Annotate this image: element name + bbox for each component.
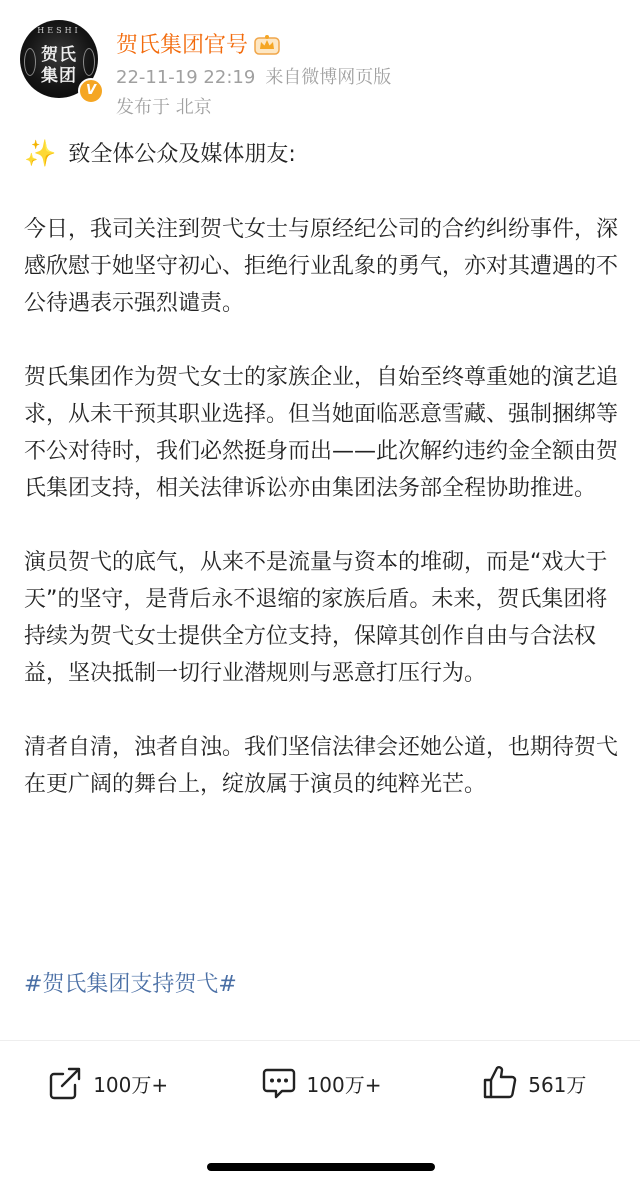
- verified-badge-icon: V: [78, 78, 104, 104]
- greeting-text: 致全体公众及媒体朋友:: [68, 141, 296, 167]
- avatar-text-line2: 集团: [41, 66, 77, 86]
- repost-button[interactable]: [0, 1048, 213, 1118]
- share-icon: [45, 1063, 85, 1103]
- crown-badge-icon[interactable]: [252, 30, 282, 56]
- home-indicator[interactable]: [207, 1163, 435, 1171]
- greeting-line: [24, 134, 618, 174]
- action-bar-divider: [0, 1040, 640, 1041]
- comment-button[interactable]: [213, 1048, 426, 1118]
- sparkles-icon: ✨: [24, 139, 57, 169]
- paragraph-3: 演员贺弋的底气，从来不是流量与资本的堆砌，而是“戏大于天”的坚守，是背后永不退缩的家族后盾。未来，贺氏集团将持续为贺弋女士提供全方位支持，保障其创作自由与合法权益，坚决抵制一切行业潜规则与恶意打压行为。: [24, 550, 608, 686]
- repost-count: 100万+: [93, 1072, 169, 1097]
- post-source: 来自微博网页版: [265, 67, 392, 88]
- like-count: 561万: [528, 1072, 587, 1097]
- thumbs-up-icon: [480, 1063, 520, 1103]
- avatar[interactable]: [20, 20, 98, 98]
- avatar-text-line1: 贺氏: [41, 45, 77, 65]
- paragraph-2: 贺氏集团作为贺弋女士的家族企业，自始至终尊重她的演艺追求，从未干预其职业选择。但当她面临恶意雪藏、强制捆绑等不公对待时，我们必然挺身而出——此次解约违约金全额由贺氏集团支持，相关法律诉讼亦由集团法务部全程协助推进。: [24, 365, 619, 501]
- post-meta: [116, 63, 391, 89]
- paragraph-4: 清者自清，浊者自浊。我们坚信法律会还她公道，也期待贺弋在更广阔的舞台上，绽放属于演员的纯粹光芒。: [24, 735, 619, 797]
- hashtag-link[interactable]: #贺氏集团支持贺弋#: [24, 972, 237, 997]
- action-bar: [0, 1048, 640, 1118]
- avatar-arc-text: HESHI: [37, 26, 81, 35]
- post-body: [24, 134, 618, 803]
- comment-icon: [259, 1063, 299, 1103]
- post-location: 发布于 北京: [116, 97, 212, 118]
- comment-count: 100万+: [306, 1072, 382, 1097]
- post-header: [20, 20, 620, 120]
- paragraph-1: 今日，我司关注到贺弋女士与原经纪公司的合约纠纷事件，深感欣慰于她坚守初心、拒绝行业乱象的勇气，亦对其遭遇的不公待遇表示强烈谴责。: [24, 217, 619, 316]
- like-button[interactable]: [427, 1048, 640, 1118]
- timestamp: 22-11-19 22:19: [116, 67, 256, 88]
- author-name-row: [116, 26, 282, 60]
- author-name[interactable]: 贺氏集团官号: [116, 32, 249, 58]
